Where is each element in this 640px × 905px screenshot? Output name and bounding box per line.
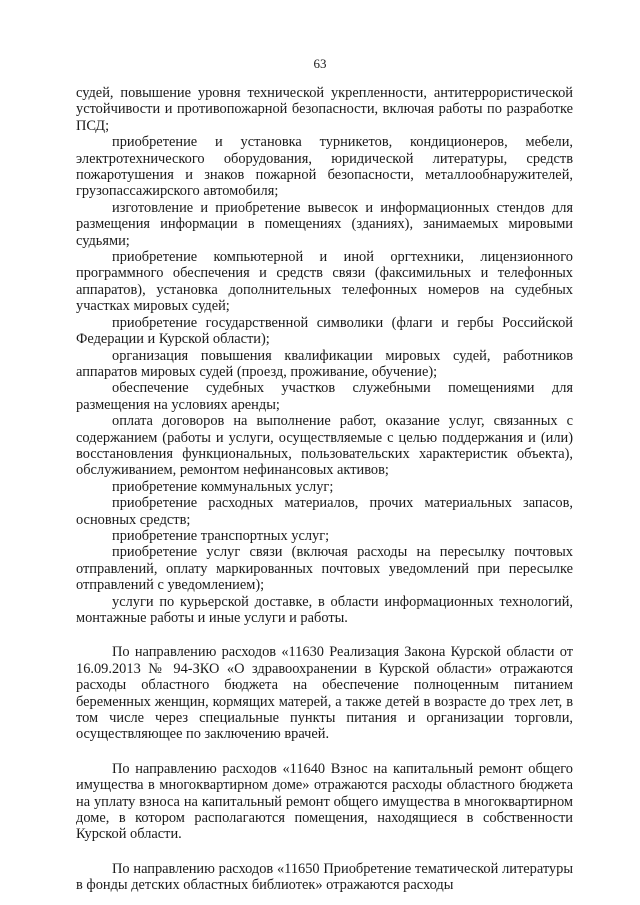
- list-item-turnstiles: приобретение и установка турникетов, кондиционеров, мебели, электротехнического оборудования, юридической литературы, средств пожаротушения и знаков пожарной безопасности, металлообнаружителей, грузопассажирского автомобиля;: [76, 134, 573, 200]
- list-item-courier: услуги по курьерской доставке, в области информационных технологий, монтажные работы и иные услуги и работы.: [76, 593, 573, 626]
- list-item-symbols: приобретение государственной символики (флаги и гербы Российской Федерации и Курской области);: [76, 314, 573, 348]
- page-number: 63: [313, 56, 327, 71]
- list-item-premises: обеспечение судебных участков служебными помещениями для размещения на условиях аренды;: [76, 380, 573, 413]
- list-item-communications: приобретение услуг связи (включая расходы на пересылку почтовых отправлений, оплату маркированных почтовых уведомлений при пересылке отправлений с уведомлением);: [76, 544, 573, 594]
- paragraph-11630: По направлению расходов «11630 Реализация Закона Курской области от 16.09.2013 № 94-ЗКО «О здравоохранении в Курской области» отражаются расходы областного бюджета на обеспечение полноценным питанием беременных женщин, кормящих матерей, а также детей в возрасте до трех лет, в том числе через специальные пункты питания и организации торговли, осуществляющее по заключению врачей.: [76, 644, 573, 743]
- list-item-materials: приобретение расходных материалов, прочих материальных запасов, основных средств;: [76, 495, 573, 528]
- list-item-training: организация повышения квалификации мировых судей, работников аппаратов мировых судей (проезд, проживание, обучение);: [76, 347, 573, 380]
- list-item-maintenance: оплата договоров на выполнение работ, оказание услуг, связанных с содержанием (работы и услуги, осуществляемые с целью поддержания и (или) восстановления функциональных, пользовательских характеристик объекта), обслуживанием, ремонтом нефинансовых активов;: [76, 413, 573, 479]
- list-item-utilities: приобретение коммунальных услуг;: [112, 478, 334, 495]
- paragraph-11650: По направлению расходов «11650 Приобретение тематической литературы в фонды детских областных библиотек» отражаются расходы: [76, 860, 573, 894]
- paragraph-continuation: судей, повышение уровня технической укрепленности, антитеррористической устойчивости и противопожарной безопасности, включая работы по разработке ПСД;: [76, 85, 573, 134]
- paragraph-11640: По направлению расходов «11640 Взнос на капитальный ремонт общего имущества в многоквартирном доме» отражаются расходы областного бюджета на уплату взноса на капитальный ремонт общего имущества в многоквартирном доме, в котором располагаются помещения, находящиеся в собственности Курской области.: [76, 760, 573, 843]
- list-item-computers: приобретение компьютерной и иной оргтехники, лицензионного программного обеспечения и средств связи (факсимильных и телефонных аппаратов), установка дополнительных телефонных номеров на судебных участках мировых судей;: [76, 249, 573, 315]
- list-item-transport: приобретение транспортных услуг;: [112, 527, 330, 544]
- document-body: [76, 85, 573, 894]
- list-item-signage: изготовление и приобретение вывесок и информационных стендов для размещения информации в помещениях (зданиях), занимаемых мировыми судьями;: [76, 199, 573, 249]
